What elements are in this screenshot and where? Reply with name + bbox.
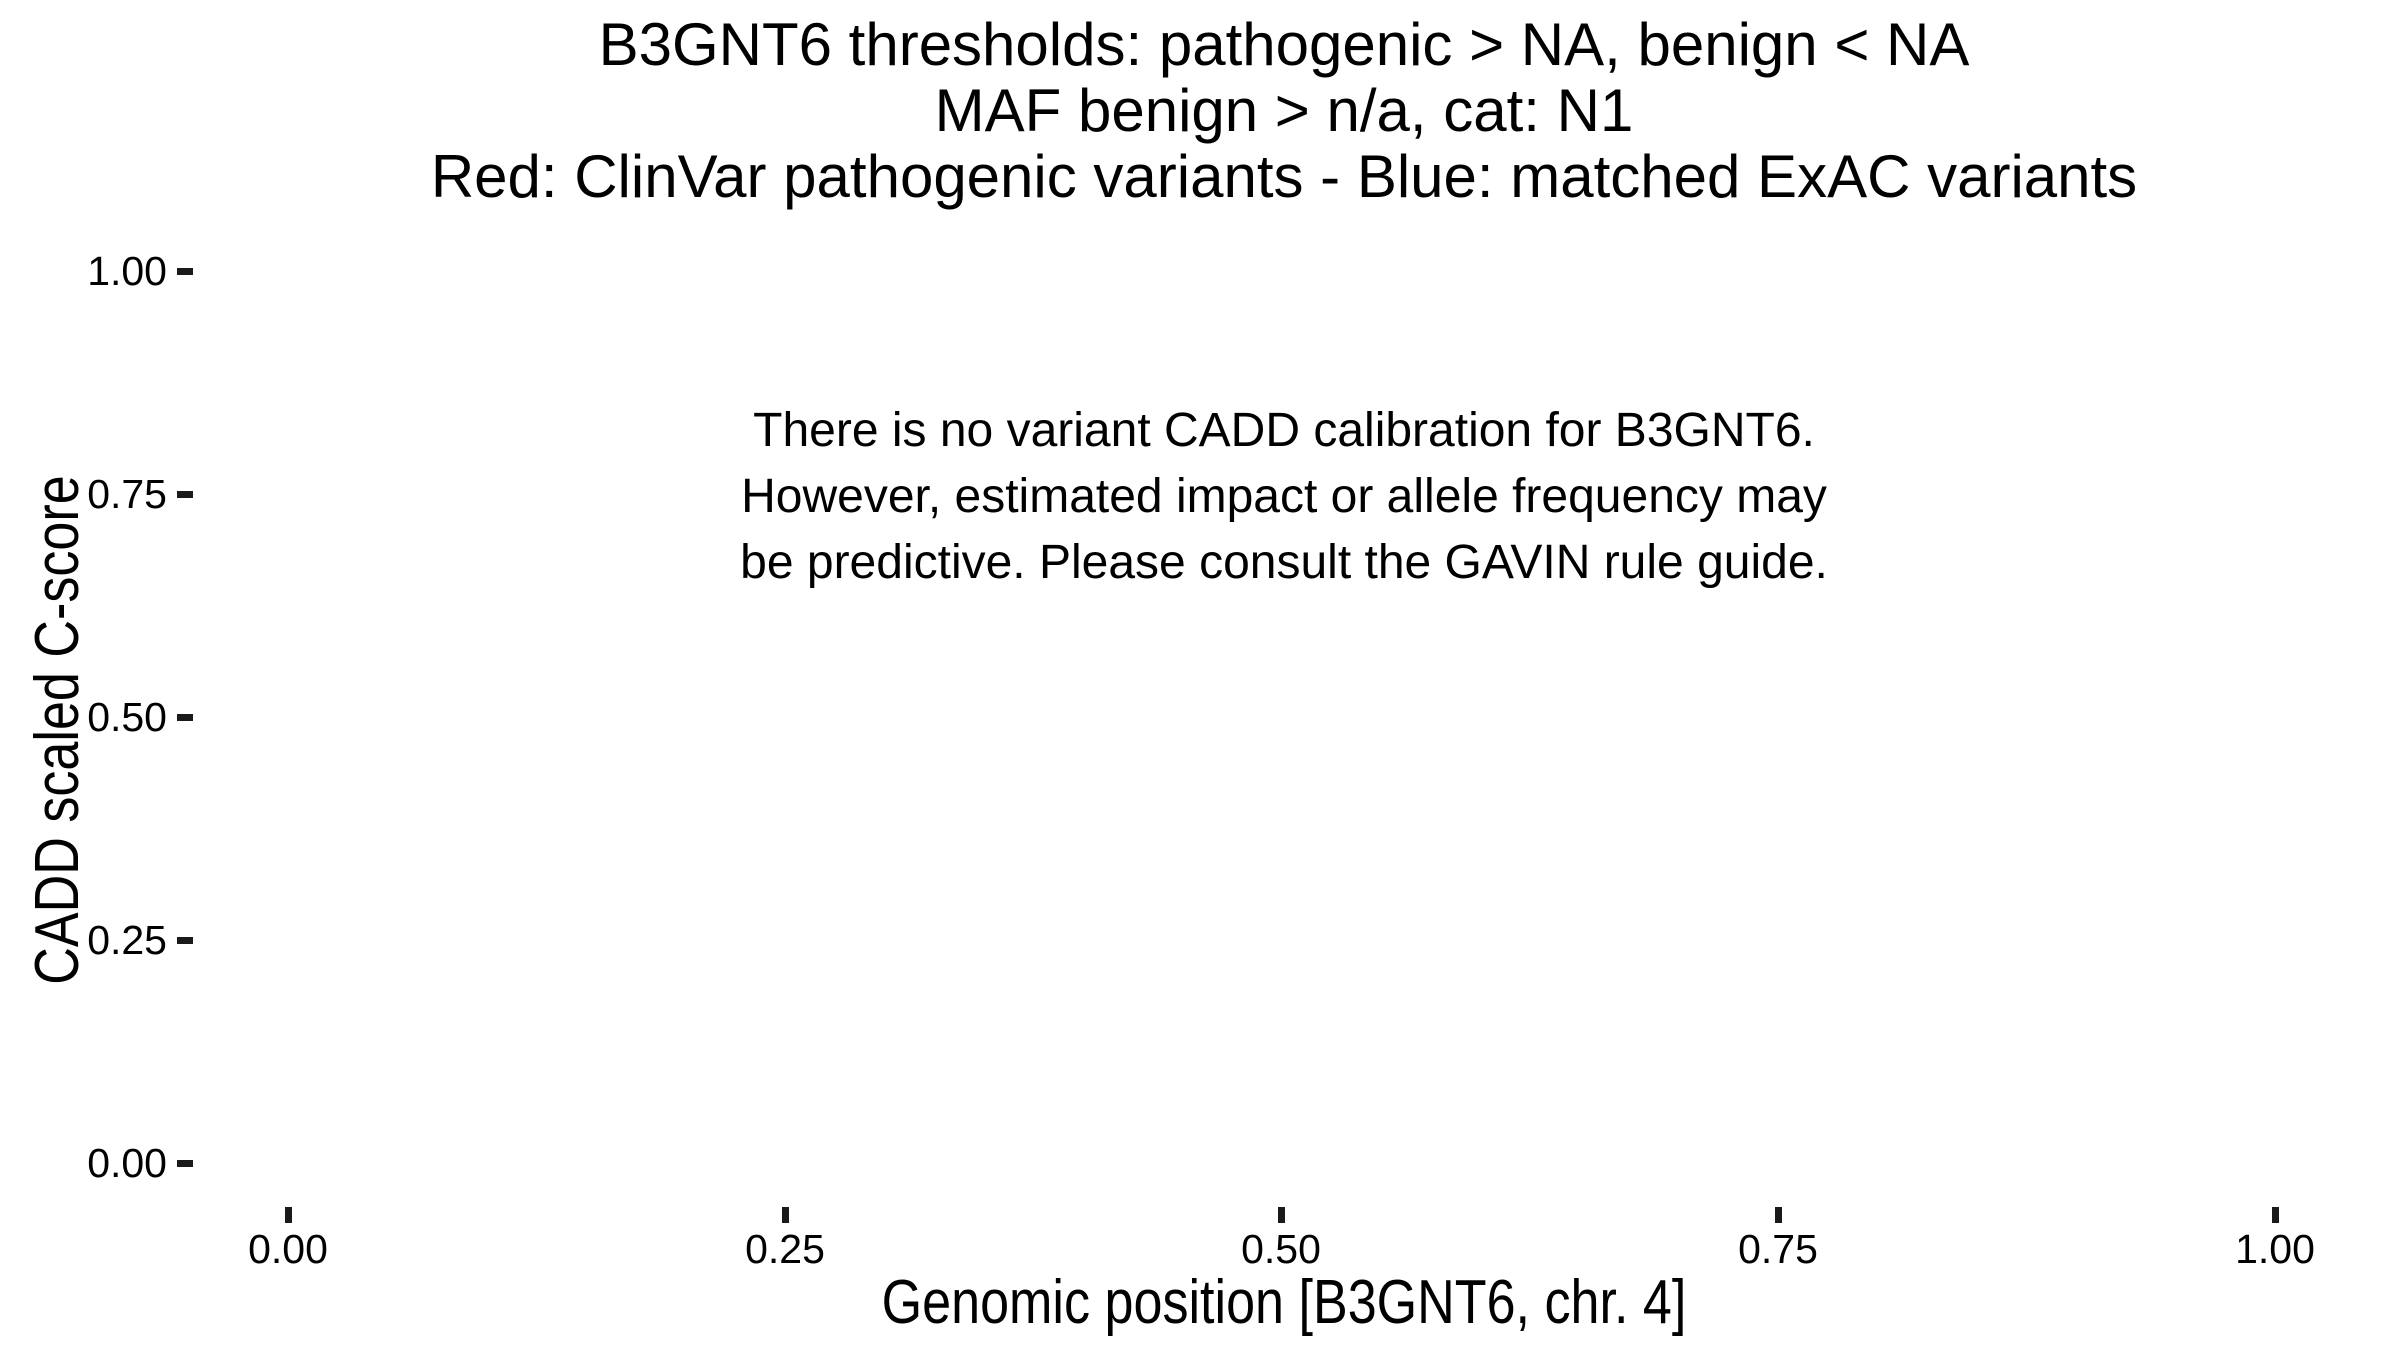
plot-title-line-1: B3GNT6 thresholds: pathogenic > NA, benign < NA xyxy=(598,11,1970,78)
y-axis-title: CADD scaled C-score xyxy=(23,475,92,985)
x-tick-label-0.25: 0.25 xyxy=(745,1226,825,1272)
y-tick-label-0.00: 0.00 xyxy=(87,1140,167,1186)
x-tick-mark-1.00 xyxy=(2272,1207,2279,1223)
x-tick-label-1.00: 1.00 xyxy=(2235,1226,2315,1272)
x-tick-mark-0.25 xyxy=(782,1207,789,1223)
plot-title-line-3: Red: ClinVar pathogenic variants - Blue: matched ExAC variants xyxy=(430,143,2138,210)
x-tick-label-0.50: 0.50 xyxy=(1241,1226,1321,1272)
y-tick-label-0.25: 0.25 xyxy=(87,917,167,963)
y-tick-mark-0.25 xyxy=(177,937,193,944)
y-tick-mark-1.00 xyxy=(177,268,193,275)
annotation-line-2: However, estimated impact or allele frequency may xyxy=(741,470,1827,523)
y-tick-label-0.50: 0.50 xyxy=(87,694,167,740)
plot-title-line-2: MAF benign > n/a, cat: N1 xyxy=(934,77,1634,144)
x-tick-label-0.75: 0.75 xyxy=(1738,1226,1818,1272)
y-tick-label-0.75: 0.75 xyxy=(87,471,167,517)
annotation-line-1: There is no variant CADD calibration for B3GNT6. xyxy=(753,404,1815,457)
y-tick-mark-0.50 xyxy=(177,714,193,721)
y-tick-mark-0.75 xyxy=(177,491,193,498)
x-tick-label-0.00: 0.00 xyxy=(248,1226,328,1272)
x-tick-mark-0.75 xyxy=(1775,1207,1782,1223)
no-calibration-annotation xyxy=(740,398,1828,596)
x-axis-title: Genomic position [B3GNT6, chr. 4] xyxy=(881,1268,1687,1337)
y-tick-mark-0.00 xyxy=(177,1160,193,1167)
plot-panel xyxy=(200,225,2360,1207)
y-tick-label-1.00: 1.00 xyxy=(87,248,167,294)
x-tick-mark-0.00 xyxy=(285,1207,292,1223)
plot-title xyxy=(431,12,2137,210)
annotation-line-3: be predictive. Please consult the GAVIN rule guide. xyxy=(740,536,1828,589)
x-tick-mark-0.50 xyxy=(1278,1207,1285,1223)
